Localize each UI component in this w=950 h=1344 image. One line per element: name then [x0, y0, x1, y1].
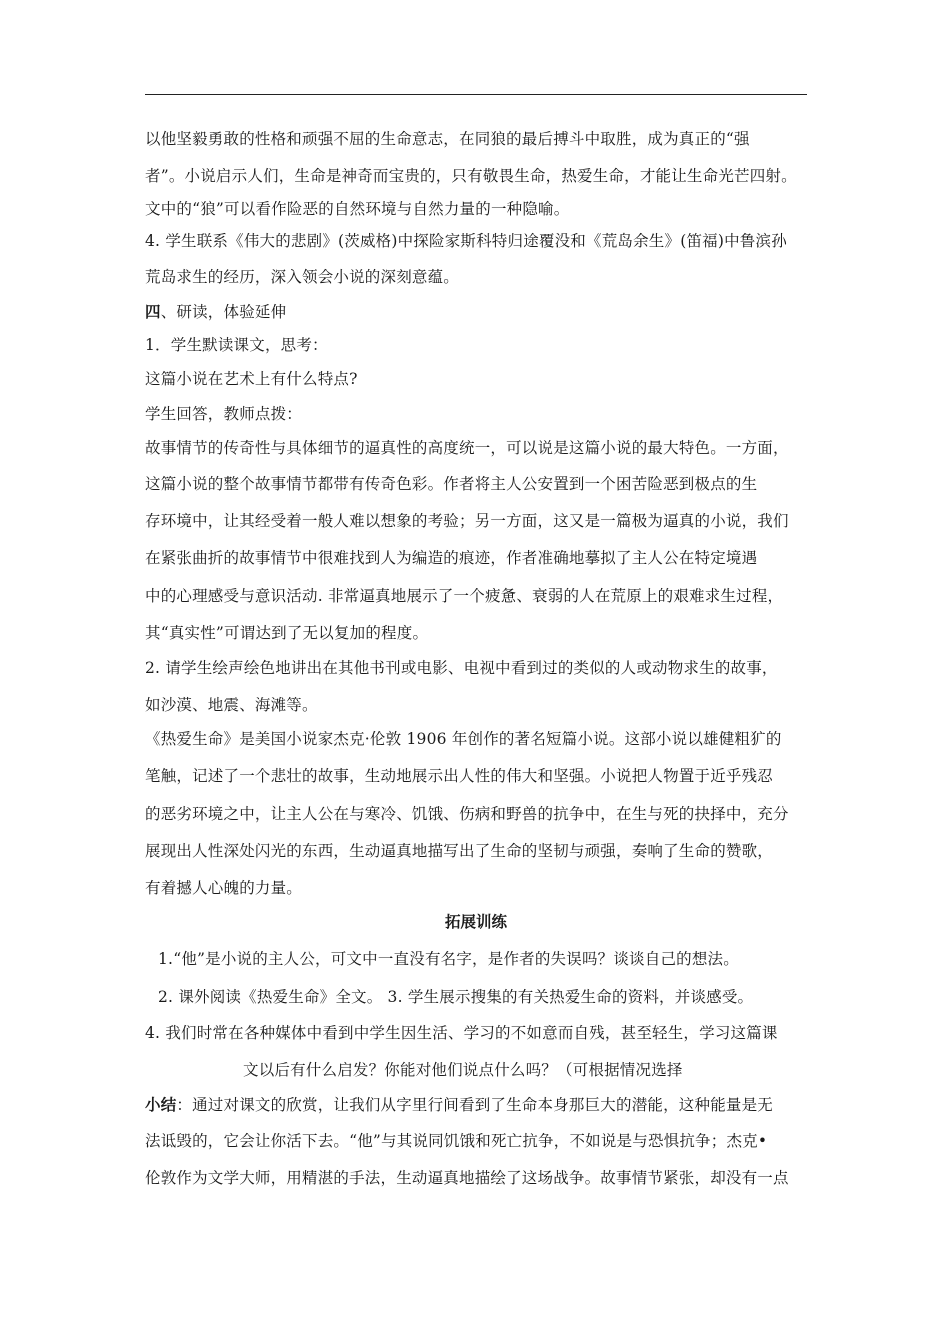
summary-text: ：通过对课文的欣赏，让我们从字里行间看到了生命本身那巨大的潜能，这种能量是无 — [176, 1096, 774, 1114]
text-line: 故事情节的传奇性与具体细节的逼真性的高度统一，可以说是这篇小说的最大特色。一方面， — [145, 439, 789, 457]
text-line: 有着撼人心魄的力量。 — [145, 879, 303, 897]
text-line: 在紧张曲折的故事情节中很难找到人为编造的痕迹，作者准确地摹拟了主人公在特定境遇 — [145, 549, 758, 567]
text-line: 4. 学生联系《伟大的悲剧》(茨威格)中探险家斯科特归途覆没和《荒岛余生》(笛福)中鲁滨孙 — [145, 232, 787, 250]
text-line: 以他坚毅勇敢的性格和顽强不屈的生命意志，在同狼的最后搏斗中取胜，成为真正的“强 — [145, 130, 750, 148]
text-line: 1．学生默读课文，思考： — [145, 336, 328, 354]
text-line: 2. 请学生绘声绘色地讲出在其他书刊或电影、电视中看到过的类似的人或动物求生的故事， — [145, 659, 778, 677]
extension-title: 拓展训练 — [444, 912, 507, 931]
extension-question-4-cont: 文以后有什么启发？你能对他们说点什么吗？（可根据情况选择 — [243, 1061, 683, 1079]
text-line: 展现出人性深处闪光的东西，生动逼真地描写出了生命的坚韧与顽强，奏响了生命的赞歌， — [145, 842, 774, 860]
text-line: 的恶劣环境之中，让主人公在与寒冷、饥饿、伤病和野兽的抗争中，在生与死的抉择中，充分 — [145, 805, 789, 823]
summary-line-1 — [145, 1094, 773, 1116]
extension-question-2-3: 2. 课外阅读《热爱生命》全文。 3. 学生展示搜集的有关热爱生命的资料，并谈感受。 — [158, 988, 754, 1006]
text-line: 《热爱生命》是美国小说家杰克·伦敦 1906 年创作的著名短篇小说。这部小说以雄健粗犷的 — [145, 730, 782, 748]
text-line: 存环境中，让其经受着一般人难以想象的考验；另一方面，这又是一篇极为逼真的小说，我们 — [145, 512, 789, 530]
summary-line-3: 伦敦作为文学大师，用精湛的手法，生动逼真地描绘了这场战争。故事情节紧张，却没有一点 — [145, 1169, 789, 1187]
text-line: 笔触，记述了一个悲壮的故事，生动地展示出人性的伟大和坚强。小说把人物置于近乎残忍 — [145, 767, 774, 785]
extension-question-1: 1.“他”是小说的主人公，可文中一直没有名字，是作者的失误吗？谈谈自己的想法。 — [158, 950, 739, 968]
text-line: 学生回答，教师点拨： — [145, 405, 303, 423]
section-heading-4 — [145, 301, 286, 323]
text-line: 这篇小说的整个故事情节都带有传奇色彩。作者将主人公安置到一个困苦险恶到极点的生 — [145, 475, 758, 493]
text-line: 文中的“狼”可以看作险恶的自然环境与自然力量的一种隐喻。 — [145, 200, 570, 218]
text-line: 如沙漠、地震、海滩等。 — [145, 696, 318, 714]
extension-question-4: 4. 我们时常在各种媒体中看到中学生因生活、学习的不如意而自残，甚至轻生，学习这篇课 — [145, 1024, 778, 1042]
text-line: 荒岛求生的经历，深入领会小说的深刻意蕴。 — [145, 268, 460, 286]
text-line: 其“真实性”可谓达到了无以复加的程度。 — [145, 624, 429, 642]
text-line: 者”。小说启示人们，生命是神奇而宝贵的，只有敬畏生命，热爱生命，才能让生命光芒四射。 — [145, 167, 797, 185]
section-number: 四 — [145, 302, 161, 321]
text-line: 这篇小说在艺术上有什么特点? — [145, 370, 358, 388]
summary-label: 小结 — [145, 1095, 177, 1114]
text-line: 中的心理感受与意识活动. 非常逼真地展示了一个疲惫、衰弱的人在荒原上的艰难求生过程， — [145, 587, 784, 605]
section-title: 、研读，体验延伸 — [160, 303, 287, 321]
summary-line-2: 法诋毁的，它会让你活下去。“他”与其说同饥饿和死亡抗争，不如说是与恐惧抗争；杰克• — [145, 1132, 768, 1150]
header-rule — [145, 94, 807, 95]
